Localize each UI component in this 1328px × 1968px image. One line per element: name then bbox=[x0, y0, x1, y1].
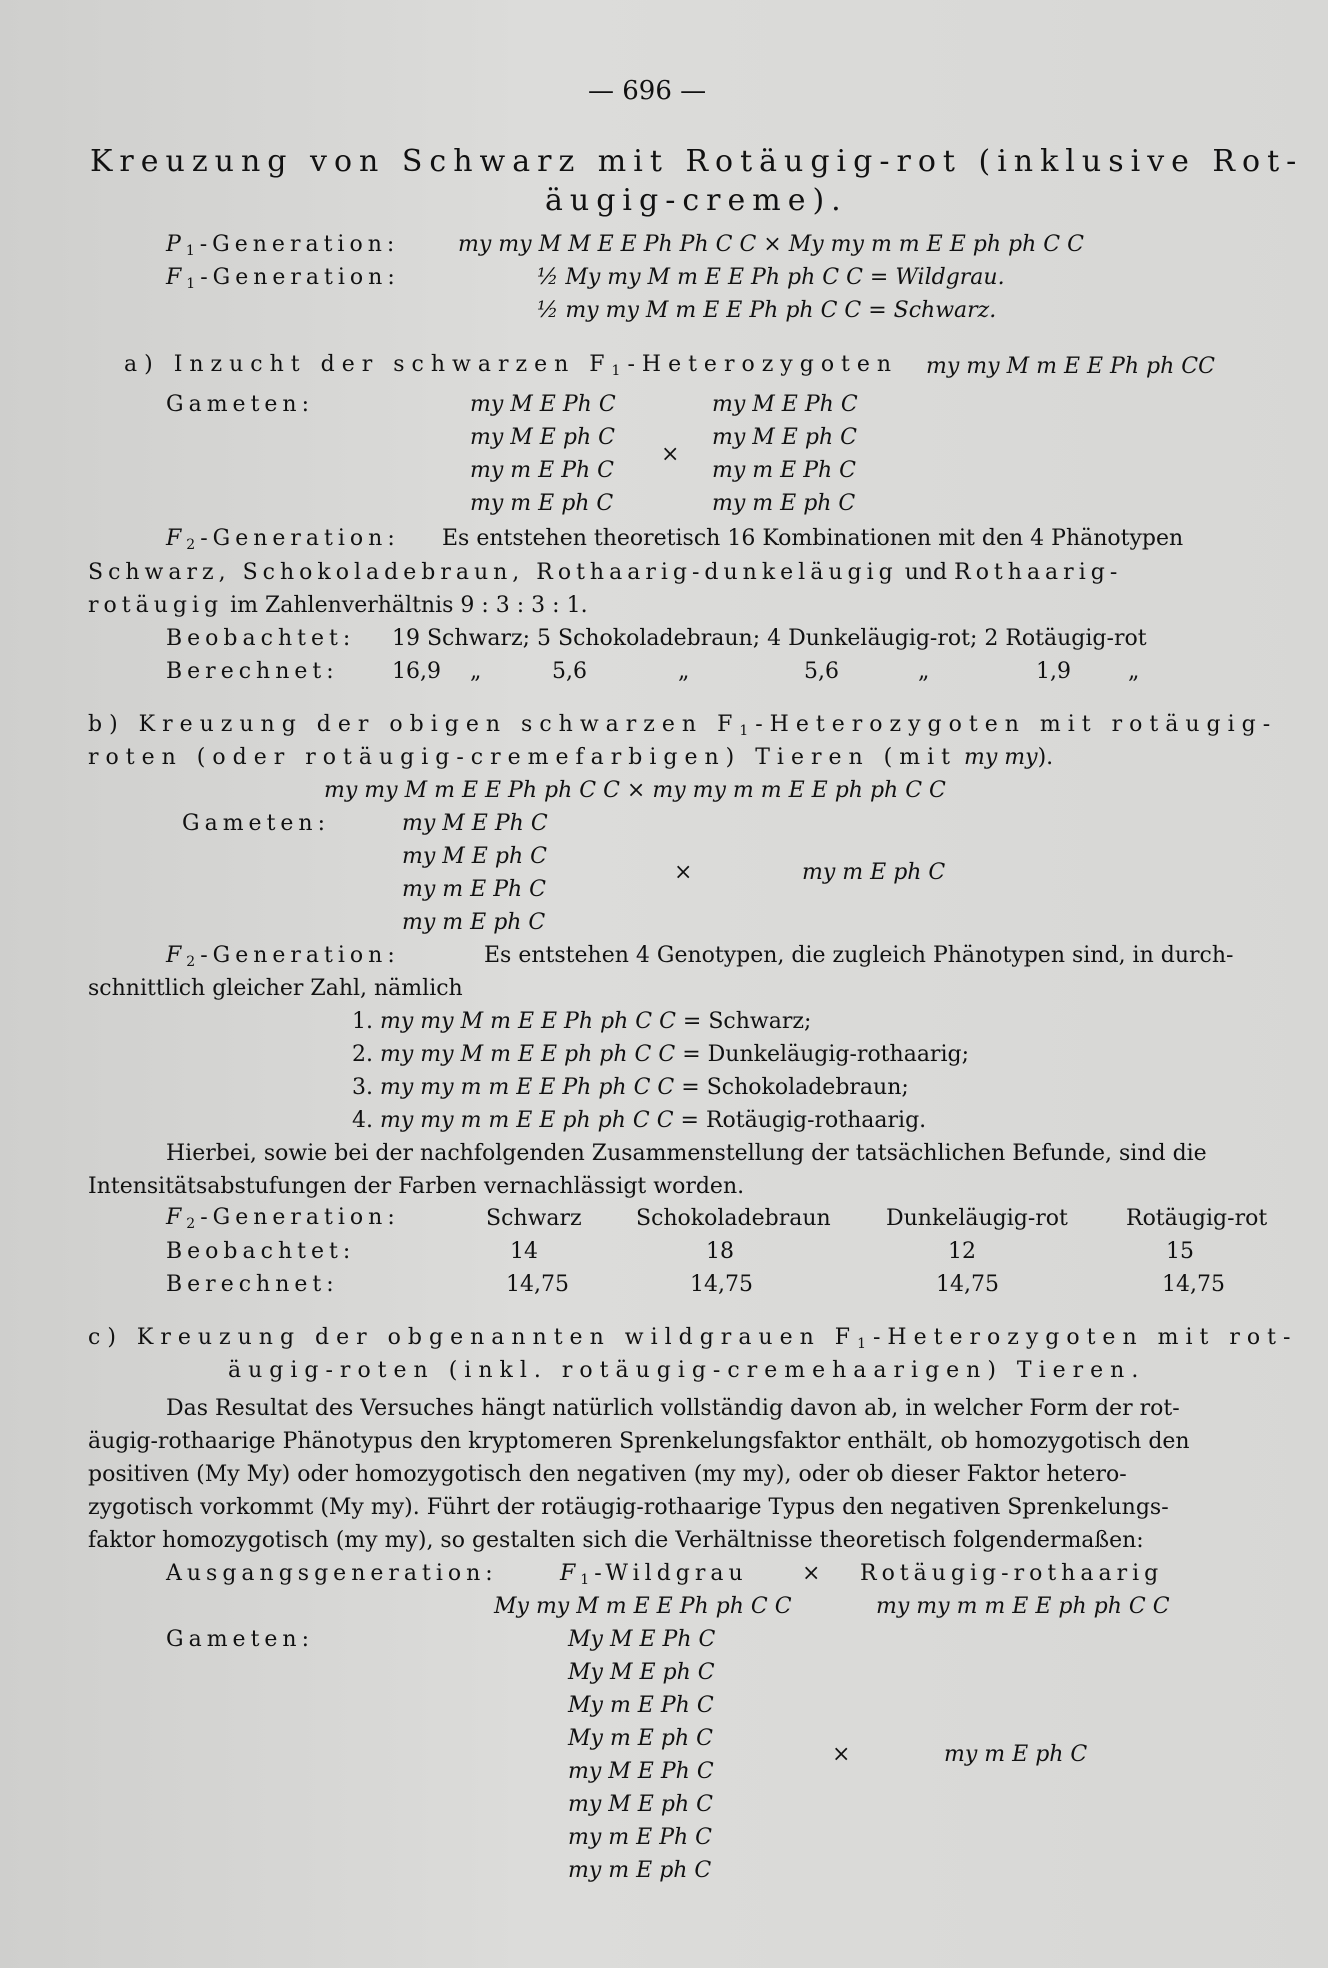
table-cell: 14,75 bbox=[506, 1272, 569, 1297]
section-a-calc-ditto-4: „ bbox=[1128, 659, 1140, 684]
section-b-list-item-3: 3. my my m m E E Ph ph C C = Schokoladebraun; bbox=[352, 1075, 909, 1100]
section-b-gamete-left-4: my m E ph C bbox=[402, 910, 546, 935]
section-a-gamete-right-1: my M E Ph C bbox=[712, 392, 858, 417]
p1-label: $P_1$-Generation: bbox=[166, 232, 400, 259]
section-c-left-parent-formula: My my M m E E Ph ph C C bbox=[494, 1594, 792, 1619]
section-b-heading-line2: roten (oder rotäugig-cremefarbigen) Tieren (mit my my). bbox=[88, 745, 1054, 770]
section-c-heading-cross-sign: × bbox=[802, 1561, 821, 1586]
section-c-cross-sign: × bbox=[832, 1742, 851, 1767]
section-a-gamete-right-3: my m E Ph C bbox=[712, 458, 856, 483]
f1-label: $F_1$-Generation: bbox=[166, 265, 400, 292]
section-c-paragraph-line3: positiven (My My) oder homozygotisch den negativen (my my), oder ob dieser Faktor hetero- bbox=[88, 1462, 1127, 1487]
section-a-f2-text1: Es entstehen theoretisch 16 Kombinationen mit den 4 Phänotypen bbox=[442, 526, 1184, 551]
section-b-gameten-label: Gameten: bbox=[182, 811, 331, 836]
section-a-calc-value-4: 1,9 bbox=[1036, 659, 1071, 684]
table-calculated-label: Berechnet: bbox=[166, 1272, 339, 1297]
section-b-f2-text1: Es entstehen 4 Genotypen, die zugleich Phänotypen sind, in durch- bbox=[484, 943, 1234, 968]
section-a-calc-value-3: 5,6 bbox=[804, 659, 839, 684]
section-a-calc-ditto-1: „ bbox=[470, 659, 482, 684]
section-b-cross-sign: × bbox=[674, 860, 693, 885]
section-b-results-table bbox=[166, 1202, 1267, 1301]
section-a-gamete-left-2: my M E ph C bbox=[470, 425, 615, 450]
section-c-paragraph-line1: Das Resultat des Versuches hängt natürlich vollständig davon ab, in welcher Form der rot- bbox=[166, 1396, 1180, 1421]
table-cell: 14,75 bbox=[690, 1272, 753, 1297]
section-c-paragraph-line5: faktor homozygotisch (my my), so gestalten sich die Verhältnisse theoretisch folgendermaßen: bbox=[88, 1528, 1144, 1553]
section-b-list-item-4: 4. my my m m E E ph ph C C = Rotäugig-rothaarig. bbox=[352, 1108, 927, 1133]
section-c-left-parent-heading: $F_1$-Wildgrau bbox=[560, 1561, 748, 1588]
p1-cross-formula: my my M M E E Ph Ph C C × My my m m E E ph ph C C bbox=[458, 232, 1084, 257]
section-a-observed-values: 19 Schwarz; 5 Schokoladebraun; 4 Dunkeläugig-rot; 2 Rotäugig-rot bbox=[392, 626, 1147, 651]
section-b-gamete-right: my m E ph C bbox=[802, 860, 946, 885]
table-generation-label: $F_2$-Generation: bbox=[166, 1205, 400, 1232]
section-a-calc-value-2: 5,6 bbox=[552, 659, 587, 684]
section-c-heading-line2: äugig-roten (inkl. rotäugig-cremehaarigen) Tieren. bbox=[228, 1358, 1146, 1383]
section-c-right-parent-formula: my my m m E E ph ph C C bbox=[876, 1594, 1170, 1619]
section-c-gamete-left-3: My m E Ph C bbox=[568, 1693, 714, 1718]
section-b-note-line2: Intensitätsabstufungen der Farben vernachlässigt worden. bbox=[88, 1174, 745, 1199]
section-a-gamete-right-4: my m E ph C bbox=[712, 491, 856, 516]
section-b-note-line1: Hierbei, sowie bei der nachfolgenden Zusammenstellung der tatsächlichen Befunde, sind die bbox=[166, 1141, 1207, 1166]
section-a-gamete-right-2: my M E ph C bbox=[712, 425, 857, 450]
table-cell: 18 bbox=[706, 1239, 734, 1264]
section-b-f2-text2: schnittlich gleicher Zahl, nämlich bbox=[88, 976, 463, 1001]
section-b-f2-label: $F_2$-Generation: bbox=[166, 943, 400, 970]
section-a-f2-text2: Schwarz, Schokoladebraun, Rothaarig-dunkeläugig und Rothaarig- bbox=[88, 560, 1123, 585]
section-c-right-parent-heading: Rotäugig-rothaarig bbox=[860, 1561, 1164, 1586]
section-c-heading-line1: c) Kreuzung der obgenannten wildgrauen $F_1$-Heterozygoten mit rot- bbox=[88, 1325, 1298, 1352]
section-c-paragraph-line4: zygotisch vorkommt (My my). Führt der rotäugig-rothaarige Typus den negativen Sprenkelungs- bbox=[88, 1495, 1169, 1520]
table-header-cell: Rotäugig-rot bbox=[1126, 1206, 1268, 1231]
table-cell: 14 bbox=[510, 1239, 538, 1264]
section-c-paragraph-line2: äugig-rothaarige Phänotypus den kryptomeren Sprenkelungsfaktor enthält, ob homozygotisch den bbox=[88, 1429, 1190, 1454]
section-b-cross-formula: my my M m E E Ph ph C C × my my m m E E ph ph C C bbox=[324, 778, 946, 803]
section-a-calculated-label: Berechnet: bbox=[166, 659, 339, 684]
section-a-gamete-left-4: my m E ph C bbox=[470, 491, 614, 516]
section-c-ausgang-label: Ausgangsgeneration: bbox=[166, 1561, 498, 1586]
table-cell: 15 bbox=[1166, 1239, 1194, 1264]
section-c-gamete-left-6: my M E ph C bbox=[568, 1792, 713, 1817]
section-c-gameten-label: Gameten: bbox=[166, 1627, 315, 1652]
table-cell: 14,75 bbox=[936, 1272, 999, 1297]
page-number: — 696 — bbox=[588, 76, 707, 106]
f1-line-schwarz: ½ my my M m E E Ph ph C C = Schwarz. bbox=[537, 298, 997, 323]
section-c-gamete-left-2: My M E ph C bbox=[568, 1660, 715, 1685]
table-header-cell: Schokoladebraun bbox=[636, 1206, 831, 1231]
table-cell: 14,75 bbox=[1162, 1272, 1225, 1297]
section-b-list-item-1: 1. my my M m E E Ph ph C C = Schwarz; bbox=[352, 1009, 812, 1034]
table-row bbox=[166, 1202, 1267, 1235]
section-title-line1: Kreuzung von Schwarz mit Rotäugig-rot (inklusive Rot- bbox=[90, 144, 1304, 179]
section-a-f2-text3: rotäugig im Zahlenverhältnis 9 : 3 : 3 : 1. bbox=[88, 593, 588, 618]
section-a-observed-label: Beobachtet: bbox=[166, 626, 356, 651]
section-b-gamete-left-3: my m E Ph C bbox=[402, 877, 546, 902]
table-cell: 12 bbox=[948, 1239, 976, 1264]
table-row bbox=[166, 1235, 1267, 1268]
section-c-gamete-left-7: my m E Ph C bbox=[568, 1825, 712, 1850]
section-a-calc-ditto-2: „ bbox=[678, 659, 690, 684]
section-b-gamete-left-1: my M E Ph C bbox=[402, 811, 548, 836]
section-c-gamete-left-1: My M E Ph C bbox=[568, 1627, 716, 1652]
table-header-cell: Schwarz bbox=[486, 1206, 582, 1231]
section-b-gamete-left-2: my M E ph C bbox=[402, 844, 547, 869]
section-title-line2: äugig-creme). bbox=[545, 183, 848, 218]
section-a-calc-ditto-3: „ bbox=[918, 659, 930, 684]
table-observed-label: Beobachtet: bbox=[166, 1239, 356, 1264]
section-a-gameten-label: Gameten: bbox=[166, 392, 315, 417]
section-a-gamete-left-3: my m E Ph C bbox=[470, 458, 614, 483]
table-row bbox=[166, 1268, 1267, 1301]
section-a-heading: a) Inzucht der schwarzen $F_1$-Heterozygoten bbox=[124, 352, 899, 379]
f1-line-wildgrau: ½ My my M m E E Ph ph C C = Wildgrau. bbox=[537, 265, 1005, 290]
section-c-gamete-left-4: My m E ph C bbox=[568, 1726, 713, 1751]
section-c-gamete-left-5: my M E Ph C bbox=[568, 1759, 714, 1784]
section-b-heading-line1: b) Kreuzung der obigen schwarzen $F_1$-Heterozygoten mit rotäugig- bbox=[88, 712, 1278, 739]
table-header-cell: Dunkeläugig-rot bbox=[886, 1206, 1068, 1231]
section-a-formula: my my M m E E Ph ph CC bbox=[926, 354, 1215, 379]
section-c-gamete-left-8: my m E ph C bbox=[568, 1858, 712, 1883]
section-a-cross-sign: × bbox=[661, 442, 680, 467]
section-c-gamete-right: my m E ph C bbox=[944, 1742, 1088, 1767]
section-b-list-item-2: 2. my my M m E E ph ph C C = Dunkeläugig-rothaarig; bbox=[352, 1042, 969, 1067]
section-a-f2-label: $F_2$-Generation: bbox=[166, 526, 400, 553]
section-a-gamete-left-1: my M E Ph C bbox=[470, 392, 616, 417]
section-a-calc-value-1: 16,9 bbox=[392, 659, 441, 684]
